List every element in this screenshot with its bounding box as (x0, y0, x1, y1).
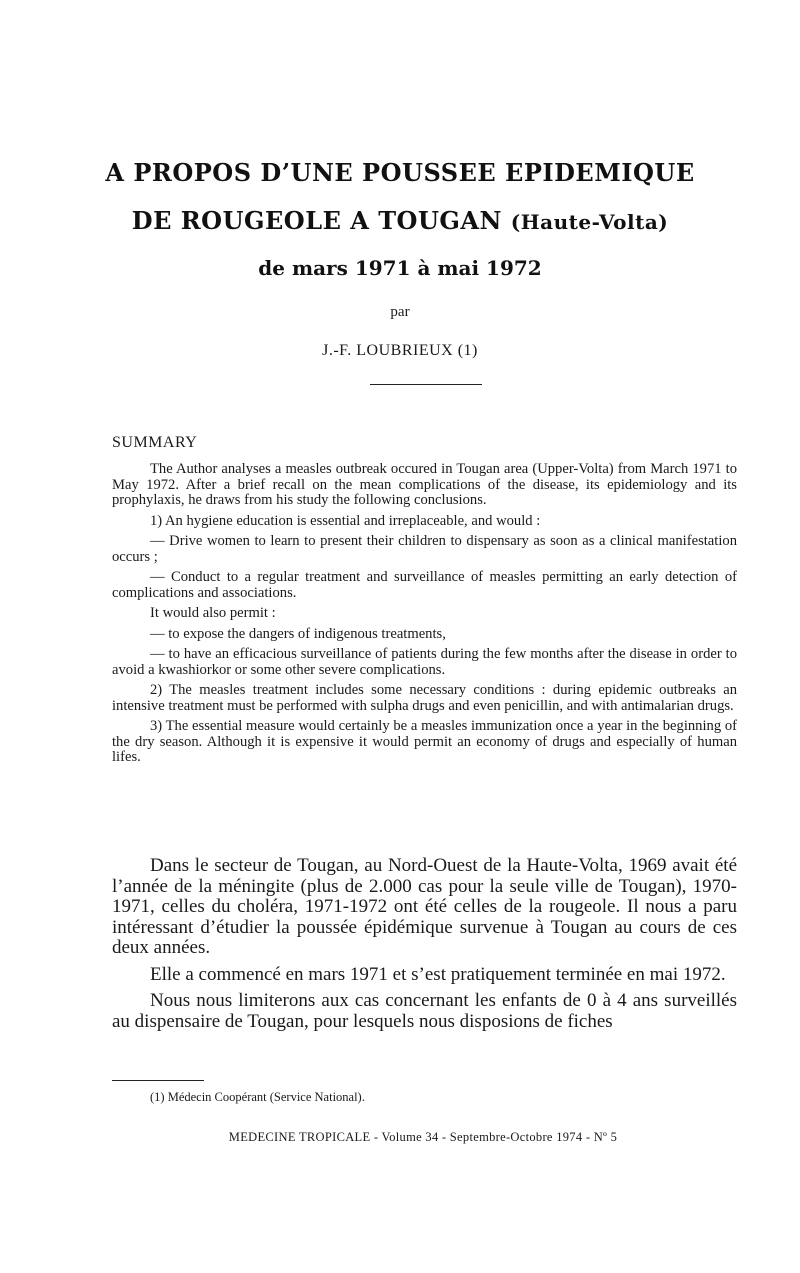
body-paragraph: Elle a commencé en mars 1971 et s’est pratiquement terminée en mai 1972. (150, 963, 726, 985)
summary-section (112, 462, 737, 771)
summary-paragraph: 2) The measles treatment includes some necessary conditions : during epidemic outbreaks an intensive treatment must be performed with sulpha drugs and even penicillin, and with antimalarian drugs. (112, 682, 737, 714)
byline-par: par (390, 304, 410, 320)
summary-paragraph: — to expose the dangers of indigenous treatments, (150, 625, 446, 642)
summary-heading: SUMMARY (112, 434, 198, 451)
summary-paragraph: It would also permit : (150, 605, 276, 621)
footnote-divider (112, 1080, 204, 1081)
footnote: (1) Médecin Coopérant (Service National). (150, 1090, 365, 1104)
summary-paragraph: 1) An hygiene education is essential and irreplaceable, and would : (150, 512, 541, 529)
summary-paragraph: — Drive women to learn to present their children to dispensary as soon as a clinical manifestation occurs ; (112, 533, 737, 565)
summary-paragraph: 3) The essential measure would certainly be a measles immunization once a year in the beginning of the dry season. Although it is expensive it would permit an economy of drugs and especially of human lifes. (112, 718, 737, 765)
article-subtitle: de mars 1971 à mai 1972 (258, 256, 542, 280)
author-name: J.-F. LOUBRIEUX (1) (322, 342, 478, 359)
body-paragraph: Nous nous limiterons aux cas concernant les enfants de 0 à 4 ans surveillés au dispensaire de Tougan, pour lesquels nous disposions de fiches (112, 990, 737, 1032)
body-paragraph: Dans le secteur de Tougan, au Nord-Ouest de la Haute-Volta, 1969 avait été l’année de la méningite (plus de 2.000 cas pour la seule ville de Tougan), 1970-1971, celles du choléra, 1971-1972 ont été celles de la rougeole. Il nous a paru intéressant d’étudier la poussée épidémique survenue à Tougan au cours de ces deux années. (112, 855, 737, 958)
summary-paragraph: — Conduct to a regular treatment and surveillance of measles permitting an early detection of complications and associations. (112, 569, 737, 601)
article-body (112, 856, 737, 1038)
journal-footer: MEDECINE TROPICALE - Volume 34 - Septembre-Octobre 1974 - Nº 5 (228, 1130, 618, 1144)
title-region: (Haute-Volta) (510, 210, 669, 234)
author-divider (370, 384, 482, 385)
article-title-line-1: A PROPOS D’UNE POUSSEE EPIDEMIQUE (105, 158, 695, 187)
article-title-line-2 (0, 206, 800, 235)
summary-paragraph: — to have an efficacious surveillance of patients during the few months after the disease in order to avoid a kwashiorkor or some other severe complications. (112, 646, 737, 678)
summary-paragraph: The Author analyses a measles outbreak occured in Tougan area (Upper-Volta) from March 1971 to May 1972. After a brief recall on the mean complications of the disease, its epidemiology and its prophylaxis, he draws from his study the following conclusions. (112, 461, 737, 508)
title-main: DE ROUGEOLE A TOUGAN (131, 206, 502, 235)
